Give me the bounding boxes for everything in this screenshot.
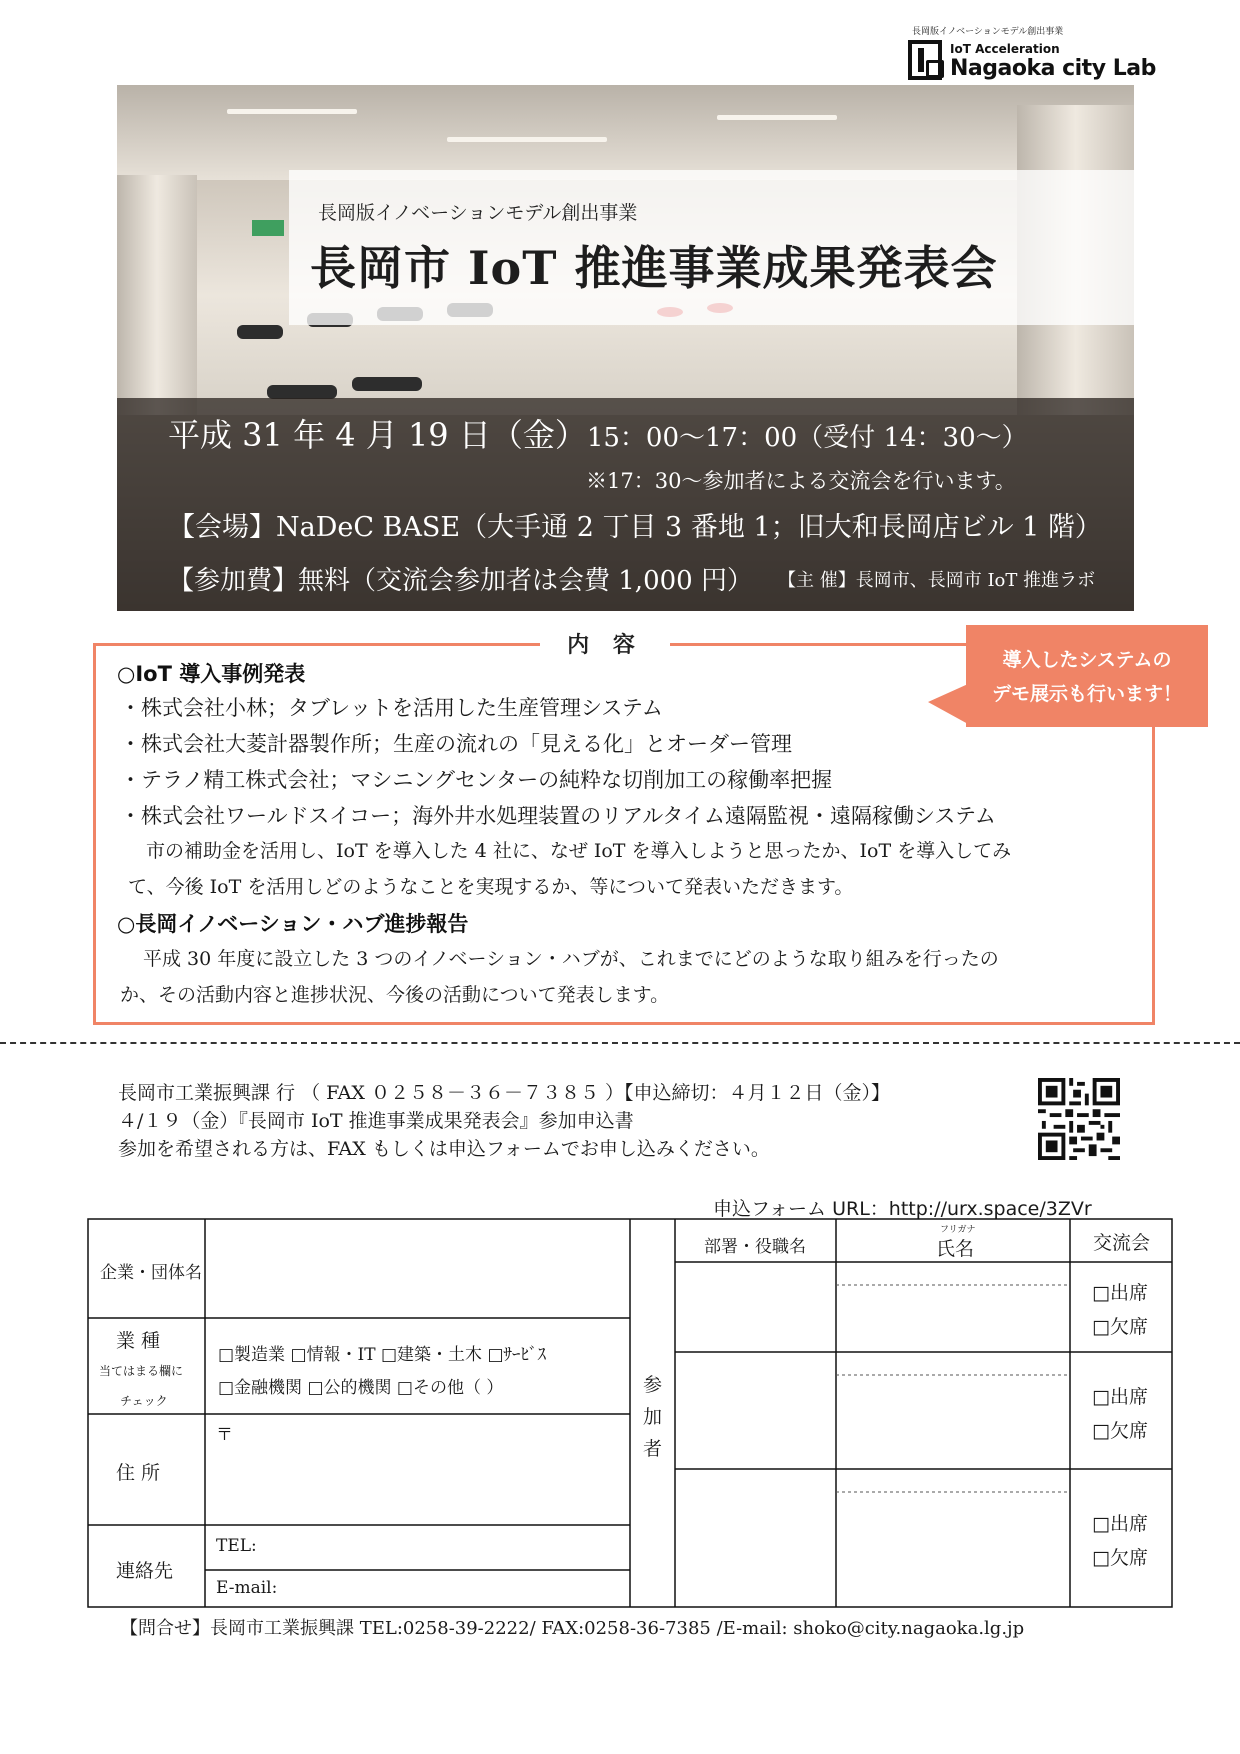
content-label: 内 容 — [540, 628, 670, 658]
industry-hint: 当てはまる欄に — [99, 1364, 184, 1378]
address-label: 住 所 — [116, 1462, 161, 1484]
exchange-header: 交流会 — [1093, 1232, 1151, 1254]
hero-subtitle: 長岡版イノベーションモデル創出事業 — [318, 202, 638, 224]
form-instructions: 参加を希望される方は、FAX もしくは申込フォームでお申し込みください。 — [118, 1138, 770, 1160]
tel-label: TEL: — [216, 1536, 257, 1556]
callout-line-1: 導入したシステムの — [1002, 649, 1172, 671]
address-field[interactable] — [240, 1420, 620, 1510]
event-fee: 【参加費】無料（交流会参加者は会費 1,000 円） — [168, 566, 753, 596]
absent-checkbox-3[interactable]: □欠席 — [1092, 1547, 1148, 1569]
list-item: ・株式会社大菱計器製作所；生産の流れの「見える化」とオーダー管理 — [120, 732, 792, 756]
logo-mark-icon — [908, 40, 942, 80]
contact-label: 連絡先 — [116, 1560, 174, 1582]
company-field[interactable] — [226, 1245, 616, 1305]
name-header: 氏名 — [936, 1238, 975, 1260]
attend-checkbox-3[interactable]: □出席 — [1092, 1513, 1148, 1535]
industry-label: 業 種 — [116, 1330, 161, 1352]
page-title: 長岡市 IoT 推進事業成果発表会 — [310, 241, 998, 295]
list-item: ・株式会社小林；タブレットを活用した生産管理システム — [120, 696, 663, 720]
event-date — [168, 410, 1028, 456]
form-title: ４/１９（金）『長岡市 IoT 推進事業成果発表会』参加申込書 — [118, 1110, 634, 1132]
paragraph-line: 市の補助金を活用し、IoT を導入した 4 社に、なぜ IoT を導入しようと思ったか、IoT を導入してみ — [146, 840, 1012, 862]
attend-checkbox-1[interactable]: □出席 — [1092, 1282, 1148, 1304]
logo-sub: IoT Acceleration — [950, 42, 1060, 56]
logo-main: Nagaoka city Lab — [950, 56, 1156, 81]
paragraph-line: 平成 30 年度に設立した 3 つのイノベーション・ハブが、これまでにどのような取り組みを行ったの — [143, 948, 999, 970]
paragraph-line: て、今後 IoT を活用しどのようなことを実現するか、等について発表いただきます。 — [128, 876, 854, 898]
paragraph-line: か、その活動内容と進捗状況、今後の活動について発表します。 — [120, 984, 670, 1006]
lab-logo — [908, 22, 1158, 84]
demo-callout-text — [966, 643, 1208, 711]
absent-checkbox-1[interactable]: □欠席 — [1092, 1316, 1148, 1338]
logo-tagline: 長岡版イノベーションモデル創出事業 — [912, 27, 1064, 37]
inquiry-contact: 【問合せ】長岡市工業振興課 TEL:0258-39-2222/ FAX:0258-36-7385 /E-mail: shoko@city.nagaoka.lg.jp — [120, 1618, 1025, 1639]
participant-label-char-1: 参 — [643, 1374, 663, 1396]
qr-code-icon[interactable] — [1038, 1078, 1120, 1160]
industry-options-row-2[interactable]: □金融機関 □公的機関 □その他（ ） — [218, 1378, 504, 1398]
event-venue: 【会場】NaDeC BASE（大手通 2 丁目 3 番地 1；旧大和長岡店ビル 1 階） — [168, 512, 1102, 543]
name-furigana: フリガナ — [940, 1225, 976, 1235]
dept-header: 部署・役職名 — [704, 1237, 806, 1257]
fax-destination: 長岡市工業振興課 行 （ FAX ０２５８－３６－７３８５ ）【申込締切：４月１２日（金）】 — [118, 1082, 890, 1104]
application-form-url[interactable]: 申込フォーム URL：http://urx.space/3ZVr — [713, 1198, 1092, 1220]
participant-label-char-3: 者 — [643, 1438, 663, 1460]
callout-line-2: デモ展示も行います！ — [991, 683, 1182, 705]
callout-tail — [928, 684, 968, 724]
attend-checkbox-2[interactable]: □出席 — [1092, 1386, 1148, 1408]
cut-line — [0, 1042, 1240, 1044]
participant-label-char-2: 加 — [643, 1406, 663, 1428]
email-label: E-mail: — [216, 1578, 278, 1598]
postal-mark: 〒 — [216, 1425, 233, 1445]
list-item: ・株式会社ワールドスイコー；海外井水処理装置のリアルタイム遠隔監視・遠隔稼働システム — [120, 804, 996, 828]
event-note: ※17：30～参加者による交流会を行います。 — [586, 469, 1016, 493]
industry-options-row-1[interactable]: □製造業 □情報・IT □建築・土木 □ｻｰﾋﾞｽ — [218, 1345, 547, 1365]
event-host: 【主 催】長岡市、長岡市 IoT 推進ラボ — [778, 570, 1096, 591]
event-time: 15：00～17：00（受付 14：30～） — [586, 423, 1028, 453]
company-label: 企業・団体名 — [100, 1263, 202, 1283]
list-item: ・テラノ精工株式会社；マシニングセンターの純粋な切削加工の稼働率把握 — [120, 768, 833, 792]
absent-checkbox-2[interactable]: □欠席 — [1092, 1420, 1148, 1442]
industry-hint-2: チェック — [120, 1394, 168, 1408]
section-iot-cases: ○IoT 導入事例発表 — [117, 662, 306, 686]
event-date-text: 平成 31 年 4 月 19 日（金） — [168, 416, 587, 454]
section-innovation-hub: ○長岡イノベーション・ハブ進捗報告 — [117, 912, 469, 936]
